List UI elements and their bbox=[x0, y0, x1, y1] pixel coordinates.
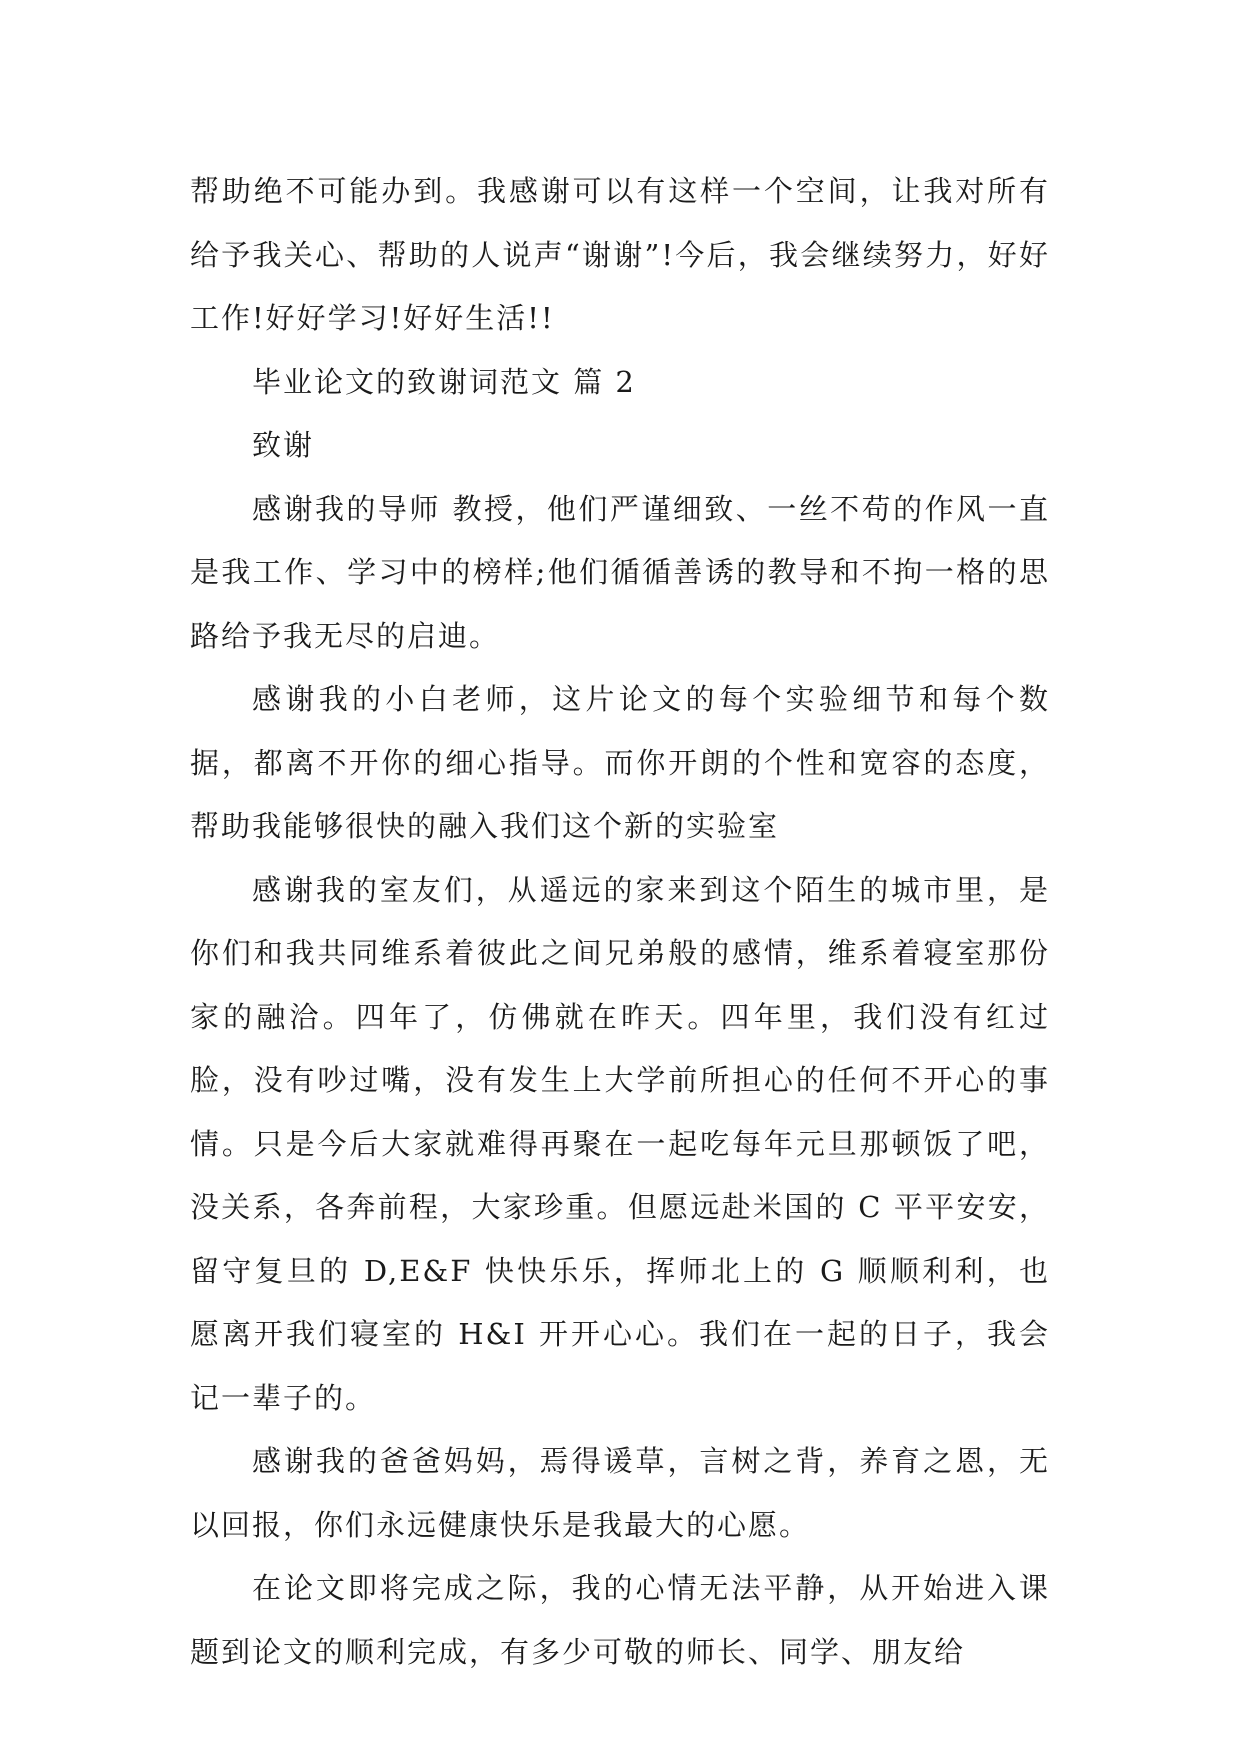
section-heading: 毕业论文的致谢词范文 篇 2 bbox=[252, 364, 636, 399]
paragraph-closing: 在论文即将完成之际，我的心情无法平静，从开始进入课题到论文的顺利完成，有多少可敬的师长、同学、朋友给 bbox=[190, 1571, 1050, 1669]
paragraph-continuation: 帮助绝不可能办到。我感谢可以有这样一个空间，让我对所有给予我关心、帮助的人说声“谢谢”!今后，我会继续努力，好好工作!好好学习!好好生活!! bbox=[190, 174, 1050, 335]
document-body bbox=[190, 160, 1050, 1684]
paragraph-parents: 感谢我的爸爸妈妈，焉得谖草，言树之背，养育之恩，无以回报，你们永远健康快乐是我最大的心愿。 bbox=[190, 1444, 1050, 1542]
paragraph-roommates: 感谢我的室友们，从遥远的家来到这个陌生的城市里，是你们和我共同维系着彼此之间兄弟般的感情，维系着寝室那份家的融洽。四年了，仿佛就在昨天。四年里，我们没有红过脸，没有吵过嘴，没有发生上大学前所担心的任何不开心的事情。只是今后大家就难得再聚在一起吃每年元旦那顿饭了吧，没关系，各奔前程，大家珍重。但愿远赴米国的 C 平平安安，留守复旦的 D,E&F 快快乐乐，挥师北上的 G 顺顺利利，也愿离开我们寝室的 H&I 开开心心。我们在一起的日子，我会记一辈子的。 bbox=[190, 872, 1050, 1415]
paragraph-advisor: 感谢我的导师 教授，他们严谨细致、一丝不苟的作风一直是我工作、学习中的榜样;他们循循善诱的教导和不拘一格的思路给予我无尽的启迪。 bbox=[190, 491, 1050, 653]
subheading-acknowledgement: 致谢 bbox=[252, 428, 315, 462]
paragraph-teacher: 感谢我的小白老师，这片论文的每个实验细节和每个数据，都离不开你的细心指导。而你开朗的个性和宽容的态度，帮助我能够很快的融入我们这个新的实验室 bbox=[190, 682, 1050, 843]
